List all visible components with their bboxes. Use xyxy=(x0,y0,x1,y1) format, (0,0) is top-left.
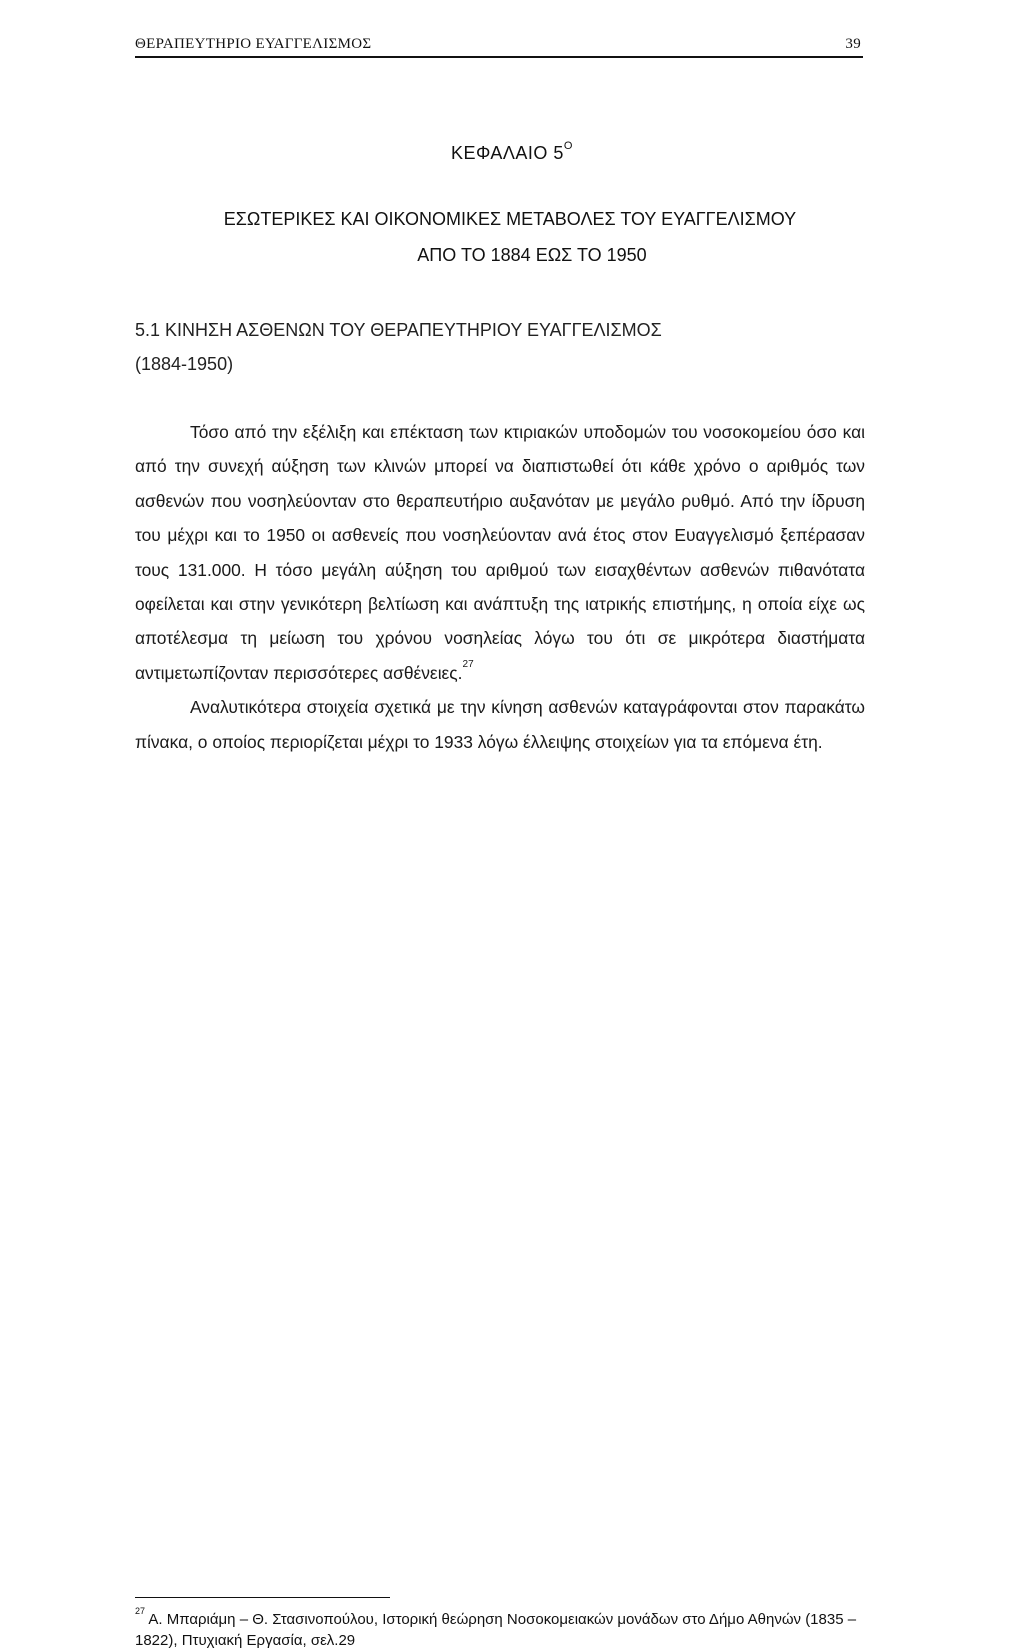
chapter-label-superscript: Ο xyxy=(563,140,573,152)
chapter-subtitle-line1: ΕΣΩΤΕΡΙΚΕΣ ΚΑΙ ΟΙΚΟΝΟΜΙΚΕΣ ΜΕΤΑΒΟΛΕΣ ΤΟΥ ΕΥΑΓΓΕΛΙΣΜΟΥ xyxy=(223,209,797,229)
paragraph-1-text: Τόσο από την εξέλιξη και επέκταση των κτιριακών υποδομών του νοσοκομείου όσο και από την συνεχή αύξηση των κλινών μπορεί να διαπιστωθεί ότι κάθε χρόνο ο αριθμός των ασθενών που νοσηλεύονταν στο θεραπευτήριο αυξανόταν με μεγάλο ρυθμό. Από την ίδρυση του μέχρι και το 1950 οι ασθενείς που νοσηλεύονταν ανά έτος στον Ευαγγελισμό ξεπέρασαν τους 131.000. Η τόσο μεγάλη αύξηση του αριθμού των εισαχθέντων ασθενών πιθανότατα οφείλεται και στην γενικότερη βελτίωση και ανάπτυξη της ιατρικής επιστήμης, η οποία είχε ως αποτέλεσμα τη μείωση του χρόνου νοσηλείας λόγω του ότι σε μικρότερα διαστήματα αντιμετωπίζονταν περισσότερες ασθένειες. xyxy=(135,422,865,683)
header-title: ΘΕΡΑΠΕΥΤΗΡΙΟ ΕΥΑΓΓΕΛΙΣΜΟΣ xyxy=(135,36,372,52)
section-heading-line2: (1884-1950) xyxy=(135,354,234,374)
chapter-subtitle-line2: ΑΠΟ ΤΟ 1884 ΕΩΣ ΤΟ 1950 xyxy=(417,245,647,265)
body-text xyxy=(135,415,865,759)
footnote-reference[interactable]: 27 xyxy=(462,659,474,671)
paragraph-1 xyxy=(135,415,865,690)
chapter-title xyxy=(0,140,1024,164)
footnote xyxy=(135,1606,867,1651)
section-heading xyxy=(135,313,662,381)
paragraph-2: Αναλυτικότερα στοιχεία σχετικά με την κίνηση ασθενών καταγράφονται στον παρακάτω πίνακα, ο οποίος περιορίζεται μέχρι το 1933 λόγω έλλειψης στοιχείων για τα επόμενα έτη. xyxy=(135,697,865,752)
footnote-separator xyxy=(135,1597,390,1598)
chapter-label: ΚΕΦΑΛΑΙΟ 5 xyxy=(451,143,564,163)
running-header xyxy=(135,36,863,58)
page-number: 39 xyxy=(845,36,861,52)
footnote-text: Α. Μπαριάμη – Θ. Στασινοπούλου, Ιστορική θεώρηση Νοσοκομειακών μονάδων στο Δήμο Αθηνών (1835 – 1822), Πτυχιακή Εργασία, σελ.29 xyxy=(135,1611,857,1649)
footnote-number: 27 xyxy=(135,1606,146,1616)
section-heading-line1: 5.1 ΚΙΝΗΣΗ ΑΣΘΕΝΩΝ ΤΟΥ ΘΕΡΑΠΕΥΤΗΡΙΟΥ ΕΥΑΓΓΕΛΙΣΜΟΣ xyxy=(135,320,662,340)
